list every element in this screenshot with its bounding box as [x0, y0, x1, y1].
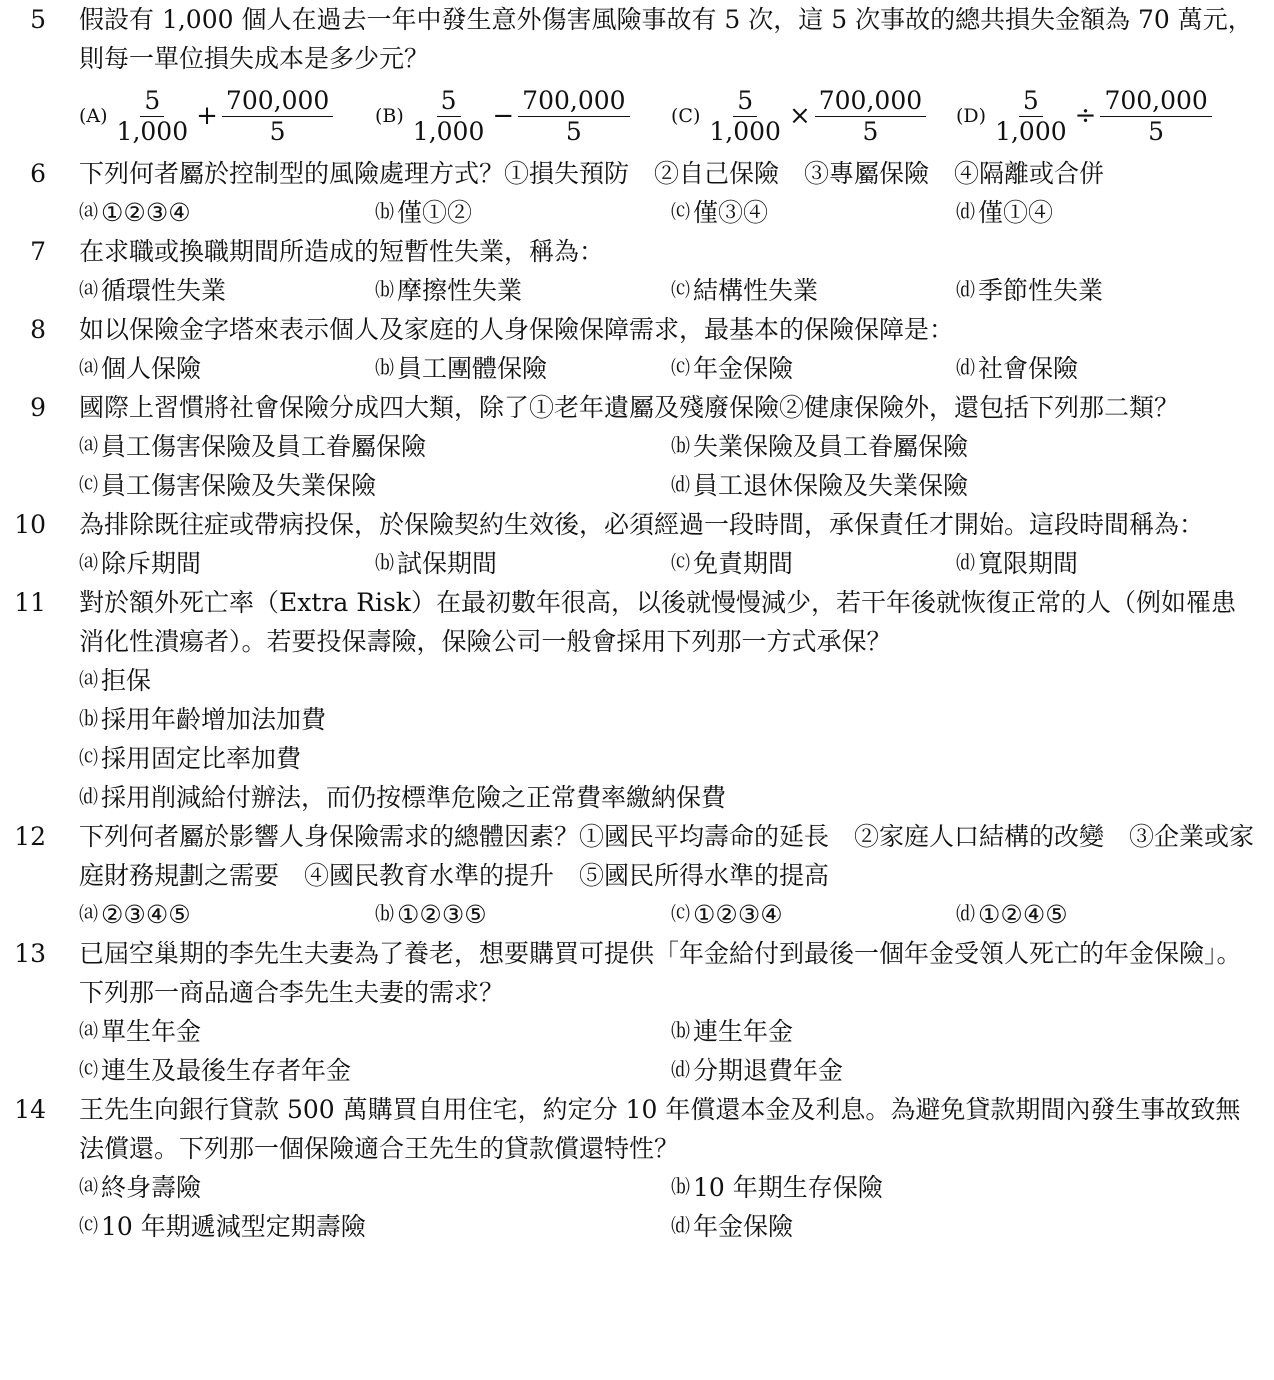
option-a: [79, 895, 375, 934]
question-stem: 如以保險金字塔來表示個人及家庭的人身保險保障需求，最基本的保險保障是：: [79, 315, 955, 344]
option-label: (B): [375, 104, 404, 127]
question-stem: 下列何者屬於控制型的風險處理方式？①損失預防 ②自己保險 ③專屬保險 ④隔離或合併: [79, 159, 1105, 188]
operator: ÷: [1074, 100, 1097, 131]
option-label: (A): [79, 104, 108, 127]
option-label: ⒞: [671, 903, 691, 925]
option-text: 採用年齡增加法加費: [101, 705, 327, 734]
option-text: 個人保險: [101, 354, 202, 383]
option-label: ⒝: [375, 552, 395, 574]
option-label: ⒝: [671, 435, 691, 457]
option-text: 連生年金: [693, 1017, 794, 1046]
question-stem: 王先生向銀行貸款 500 萬購買自用住宅，約定分 10 年償還本金及利息。為避免貸款期間內發生事故致無法償還。下列那一個保險適合王先生的貸款償還特性？: [79, 1095, 1241, 1163]
option-a: [79, 1168, 671, 1207]
option-d: [671, 466, 1263, 505]
denominator: 5: [565, 116, 582, 146]
option-c: [671, 193, 956, 232]
option-c: [79, 739, 1274, 778]
fraction: [409, 86, 489, 147]
option-b: [79, 700, 1274, 739]
option-text: 單生年金: [101, 1017, 202, 1046]
option-label: ⒜: [79, 279, 99, 301]
option-label: ⒟: [671, 1215, 691, 1237]
question-14: [0, 1090, 1274, 1246]
options: [79, 427, 1274, 505]
fraction: [518, 86, 629, 147]
numerator: 5: [140, 86, 164, 117]
option-text: 連生及最後生存者年金: [101, 1056, 352, 1085]
denominator: 1,000: [709, 116, 781, 146]
question-stem: 下列何者屬於影響人身保險需求的總體因素？①國民平均壽命的延長 ②家庭人口結構的改變 ③企業或家庭財務規劃之需要 ④國民教育水準的提升 ⑤國民所得水準的提高: [79, 822, 1255, 890]
question-number: 7: [30, 237, 46, 266]
option-a: [79, 349, 375, 388]
option-b: [671, 427, 1263, 466]
option-label: ⒞: [79, 747, 99, 769]
option-text: 循環性失業: [101, 276, 227, 305]
option-label: ⒟: [671, 1059, 691, 1081]
option-a: [79, 661, 1274, 700]
option-text: 終身壽險: [101, 1173, 202, 1202]
question-number: 12: [14, 822, 46, 851]
fraction: [1100, 86, 1211, 147]
question-12: [0, 817, 1274, 934]
fraction: [815, 86, 926, 147]
option-text: ①②④⑤: [978, 900, 1068, 929]
option-text: 採用削減給付辦法，而仍按標準危險之正常費率繳納保費: [101, 783, 727, 812]
denominator: 1,000: [116, 116, 189, 146]
option-label: ⒝: [375, 201, 395, 223]
question-number: 11: [14, 588, 46, 617]
option-d: [956, 895, 1252, 934]
numerator: 700,000: [1100, 86, 1211, 117]
option-text: 除斥期間: [101, 549, 202, 578]
fraction: [705, 86, 785, 147]
options: [79, 895, 1274, 934]
option-c: [79, 1051, 671, 1090]
question-5: [0, 0, 1274, 154]
option-text: 社會保險: [978, 354, 1079, 383]
option-label: ⒜: [79, 1020, 99, 1042]
option-label: ⒞: [671, 552, 691, 574]
numerator: 5: [1019, 86, 1043, 117]
question-7: [0, 232, 1274, 310]
option-text: 僅③④: [693, 198, 769, 227]
option-label: ⒟: [956, 279, 976, 301]
question-9: [0, 388, 1274, 505]
option-d: [79, 778, 1274, 817]
fraction: [113, 86, 193, 147]
option-text: 試保期間: [397, 549, 498, 578]
option-label: ⒞: [671, 279, 691, 301]
option-c: [671, 271, 956, 310]
option-text: 季節性失業: [978, 276, 1104, 305]
question-8: [0, 310, 1274, 388]
denominator: 5: [862, 116, 879, 146]
option-d: [956, 349, 1252, 388]
option-a: [79, 271, 375, 310]
option-label: ⒞: [79, 1059, 99, 1081]
option-text: ①②③④: [101, 198, 191, 227]
fraction-option-c: [671, 86, 956, 147]
option-label: ⒜: [79, 201, 99, 223]
options: [79, 271, 1274, 310]
option-label: ⒝: [375, 903, 395, 925]
option-text: 年金保險: [693, 1212, 794, 1241]
option-a: [79, 427, 671, 466]
numerator: 700,000: [815, 86, 926, 117]
question-stem: 為排除既往症或帶病投保，於保險契約生效後，必須經過一段時間，承保責任才開始。這段時間稱為：: [79, 510, 1205, 539]
options: [79, 661, 1274, 817]
numerator: 5: [437, 86, 461, 117]
question-stem: 已屆空巢期的李先生夫妻為了養老，想要購買可提供「年金給付到最後一個年金受領人死亡的年金保險」。下列那一商品適合李先生夫妻的需求？: [79, 939, 1242, 1007]
option-label: ⒝: [671, 1176, 691, 1198]
fraction-option-d: [956, 86, 1252, 147]
option-text: 年金保險: [693, 354, 794, 383]
option-text: ①②③④: [693, 900, 783, 929]
numerator: 5: [733, 86, 757, 117]
option-label: ⒞: [671, 357, 691, 379]
option-d: [671, 1207, 1263, 1246]
option-d: [956, 544, 1252, 583]
numerator: 700,000: [518, 86, 629, 117]
option-text: ①②③⑤: [397, 900, 487, 929]
option-label: ⒝: [671, 1020, 691, 1042]
option-c: [79, 1207, 671, 1246]
fraction-options: [79, 78, 1274, 154]
question-number: 13: [14, 939, 46, 968]
option-label: ⒜: [79, 903, 99, 925]
fraction-option-b: [375, 86, 671, 147]
option-text: 失業保險及員工眷屬保險: [693, 432, 969, 461]
option-text: 結構性失業: [693, 276, 819, 305]
option-c: [671, 895, 956, 934]
question-13: [0, 934, 1274, 1090]
question-stem: 在求職或換職期間所造成的短暫性失業，稱為：: [79, 237, 605, 266]
option-text: 僅①④: [978, 198, 1054, 227]
option-b: [375, 544, 671, 583]
option-label: ⒝: [375, 279, 395, 301]
option-label: (C): [671, 104, 701, 127]
option-text: 員工傷害保險及失業保險: [101, 471, 377, 500]
option-c: [671, 349, 956, 388]
option-label: ⒟: [956, 903, 976, 925]
options: [79, 193, 1274, 232]
fraction: [991, 86, 1071, 147]
option-text: 免責期間: [693, 549, 794, 578]
option-text: ②③④⑤: [101, 900, 191, 929]
option-b: [671, 1012, 1263, 1051]
option-label: ⒝: [79, 708, 99, 730]
question-number: 5: [30, 5, 46, 34]
option-text: 員工團體保險: [397, 354, 548, 383]
option-b: [375, 271, 671, 310]
option-b: [375, 895, 671, 934]
options: [79, 1012, 1274, 1090]
option-text: 10 年期遞減型定期壽險: [101, 1212, 366, 1241]
option-d: [956, 193, 1252, 232]
fraction-option-a: [79, 86, 375, 147]
option-text: 僅①②: [397, 198, 473, 227]
option-b: [375, 349, 671, 388]
option-label: (D): [956, 104, 987, 127]
option-label: ⒟: [79, 786, 99, 808]
option-label: ⒟: [956, 357, 976, 379]
denominator: 1,000: [412, 116, 485, 146]
option-label: ⒜: [79, 1176, 99, 1198]
option-text: 寬限期間: [978, 549, 1079, 578]
options: [79, 544, 1274, 583]
question-stem: 國際上習慣將社會保險分成四大類，除了①老年遺屬及殘廢保險②健康保險外，還包括下列那二類？: [79, 393, 1180, 422]
option-d: [671, 1051, 1263, 1090]
option-label: ⒟: [956, 552, 976, 574]
operator: +: [196, 100, 218, 131]
option-text: 員工退休保險及失業保險: [693, 471, 969, 500]
numerator: 700,000: [222, 86, 333, 117]
question-6: [0, 154, 1274, 232]
option-c: [671, 544, 956, 583]
option-b: [375, 193, 671, 232]
option-text: 採用固定比率加費: [101, 744, 302, 773]
question-stem: 假設有 1,000 個人在過去一年中發生意外傷害風險事故有 5 次，這 5 次事故的總共損失金額為 70 萬元，則每一單位損失成本是多少元？: [79, 5, 1253, 73]
option-text: 10 年期生存保險: [693, 1173, 883, 1202]
option-label: ⒞: [79, 474, 99, 496]
question-number: 8: [30, 315, 46, 344]
fraction: [222, 86, 333, 147]
denominator: 1,000: [995, 116, 1067, 146]
option-label: ⒜: [79, 357, 99, 379]
option-label: ⒞: [79, 1215, 99, 1237]
option-d: [956, 271, 1252, 310]
option-label: ⒜: [79, 435, 99, 457]
option-b: [671, 1168, 1263, 1207]
option-text: 摩擦性失業: [397, 276, 523, 305]
question-number: 10: [14, 510, 46, 539]
question-11: [0, 583, 1274, 817]
question-10: [0, 505, 1274, 583]
question-number: 6: [30, 159, 46, 188]
option-label: ⒞: [671, 201, 691, 223]
denominator: 5: [1148, 116, 1165, 146]
options: [79, 1168, 1274, 1246]
option-text: 員工傷害保險及員工眷屬保險: [101, 432, 427, 461]
option-label: ⒜: [79, 669, 99, 691]
option-text: 拒保: [101, 666, 152, 695]
operator: ×: [788, 100, 811, 131]
option-label: ⒟: [956, 201, 976, 223]
option-label: ⒟: [671, 474, 691, 496]
question-stem: 對於額外死亡率（Extra Risk）在最初數年很高，以後就慢慢減少，若干年後就恢復正常的人（例如罹患消化性潰瘍者）。若要投保壽險，保險公司一般會採用下列那一方式承保？: [79, 588, 1236, 656]
question-number: 9: [30, 393, 46, 422]
option-text: 分期退費年金: [693, 1056, 844, 1085]
option-a: [79, 193, 375, 232]
options: [79, 349, 1274, 388]
denominator: 5: [269, 116, 286, 146]
question-number: 14: [14, 1095, 46, 1124]
operator: −: [492, 100, 515, 131]
option-a: [79, 1012, 671, 1051]
option-label: ⒝: [375, 357, 395, 379]
option-a: [79, 544, 375, 583]
option-label: ⒜: [79, 552, 99, 574]
option-c: [79, 466, 671, 505]
